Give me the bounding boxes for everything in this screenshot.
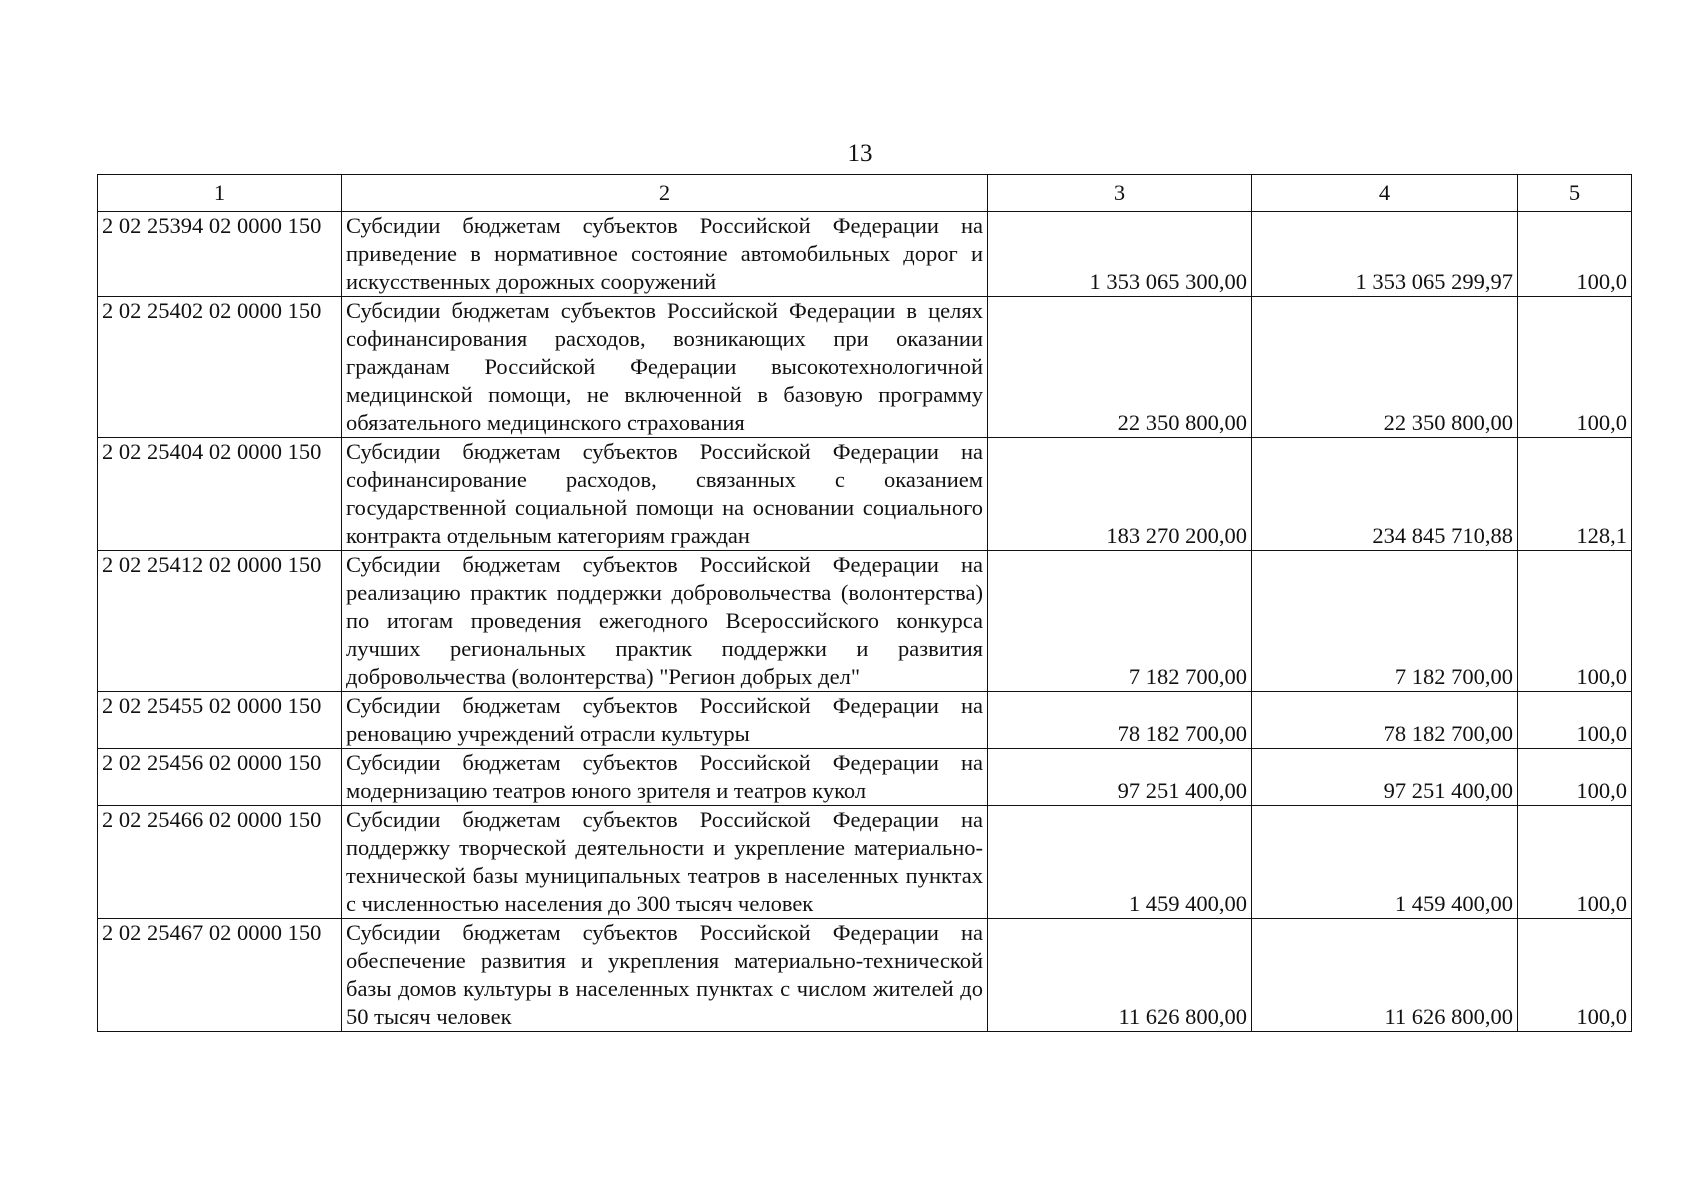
- execution-percent: 100,0: [1518, 551, 1632, 692]
- budget-table: [97, 174, 1632, 1032]
- page-number: 13: [847, 140, 873, 167]
- planned-amount: 183 270 200,00: [988, 438, 1252, 551]
- execution-percent: 100,0: [1518, 749, 1632, 806]
- description: Субсидии бюджетам субъектов Российской Федерации на реновацию учреждений отрасли культуры: [342, 692, 988, 749]
- table-row: [98, 806, 1632, 919]
- header-col-3: 3: [988, 175, 1252, 212]
- executed-amount: 97 251 400,00: [1252, 749, 1518, 806]
- planned-amount: 22 350 800,00: [988, 297, 1252, 438]
- planned-amount: 1 459 400,00: [988, 806, 1252, 919]
- budget-code: 2 02 25467 02 0000 150: [98, 919, 342, 1032]
- table-row: [98, 297, 1632, 438]
- description: Субсидии бюджетам субъектов Российской Федерации на обеспечение развития и укрепления материально-технической базы домов культуры в населенных пунктах с числом жителей до 50 тысяч человек: [342, 919, 988, 1032]
- header-col-1: 1: [98, 175, 342, 212]
- table-row: [98, 212, 1632, 297]
- planned-amount: 11 626 800,00: [988, 919, 1252, 1032]
- planned-amount: 78 182 700,00: [988, 692, 1252, 749]
- planned-amount: 1 353 065 300,00: [988, 212, 1252, 297]
- execution-percent: 100,0: [1518, 297, 1632, 438]
- table-row: [98, 438, 1632, 551]
- executed-amount: 7 182 700,00: [1252, 551, 1518, 692]
- description: Субсидии бюджетам субъектов Российской Федерации на поддержку творческой деятельности и укрепление материально-технической базы муниципальных театров в населенных пунктах с численностью населения до 300 тысяч человек: [342, 806, 988, 919]
- executed-amount: 11 626 800,00: [1252, 919, 1518, 1032]
- header-col-2: 2: [342, 175, 988, 212]
- planned-amount: 7 182 700,00: [988, 551, 1252, 692]
- budget-code: 2 02 25466 02 0000 150: [98, 806, 342, 919]
- table-body: [98, 212, 1632, 1032]
- table-row: [98, 749, 1632, 806]
- budget-code: 2 02 25394 02 0000 150: [98, 212, 342, 297]
- execution-percent: 128,1: [1518, 438, 1632, 551]
- executed-amount: 78 182 700,00: [1252, 692, 1518, 749]
- header-row: [98, 175, 1632, 212]
- description: Субсидии бюджетам субъектов Российской Федерации на модернизацию театров юного зрителя и театров кукол: [342, 749, 988, 806]
- description: Субсидии бюджетам субъектов Российской Федерации на приведение в нормативное состояние автомобильных дорог и искусственных дорожных сооружений: [342, 212, 988, 297]
- budget-code: 2 02 25456 02 0000 150: [98, 749, 342, 806]
- execution-percent: 100,0: [1518, 692, 1632, 749]
- budget-code: 2 02 25412 02 0000 150: [98, 551, 342, 692]
- executed-amount: 1 353 065 299,97: [1252, 212, 1518, 297]
- planned-amount: 97 251 400,00: [988, 749, 1252, 806]
- executed-amount: 234 845 710,88: [1252, 438, 1518, 551]
- table-row: [98, 919, 1632, 1032]
- execution-percent: 100,0: [1518, 806, 1632, 919]
- budget-code: 2 02 25455 02 0000 150: [98, 692, 342, 749]
- description: Субсидии бюджетам субъектов Российской Федерации на софинансирование расходов, связанных с оказанием государственной социальной помощи на основании социального контракта отдельным категориям граждан: [342, 438, 988, 551]
- header-col-4: 4: [1252, 175, 1518, 212]
- header-col-5: 5: [1518, 175, 1632, 212]
- execution-percent: 100,0: [1518, 212, 1632, 297]
- description: Субсидии бюджетам субъектов Российской Федерации на реализацию практик поддержки добровольчества (волонтерства) по итогам проведения ежегодного Всероссийского конкурса лучших региональных практик поддержки и развития добровольчества (волонтерства) "Регион добрых дел": [342, 551, 988, 692]
- budget-code: 2 02 25404 02 0000 150: [98, 438, 342, 551]
- table-header: [98, 175, 1632, 212]
- table-row: [98, 692, 1632, 749]
- table-row: [98, 551, 1632, 692]
- executed-amount: 1 459 400,00: [1252, 806, 1518, 919]
- budget-code: 2 02 25402 02 0000 150: [98, 297, 342, 438]
- execution-percent: 100,0: [1518, 919, 1632, 1032]
- description: Субсидии бюджетам субъектов Российской Федерации в целях софинансирования расходов, возникающих при оказании гражданам Российской Федерации высокотехнологичной медицинской помощи, не включенной в базовую программу обязательного медицинского страхования: [342, 297, 988, 438]
- executed-amount: 22 350 800,00: [1252, 297, 1518, 438]
